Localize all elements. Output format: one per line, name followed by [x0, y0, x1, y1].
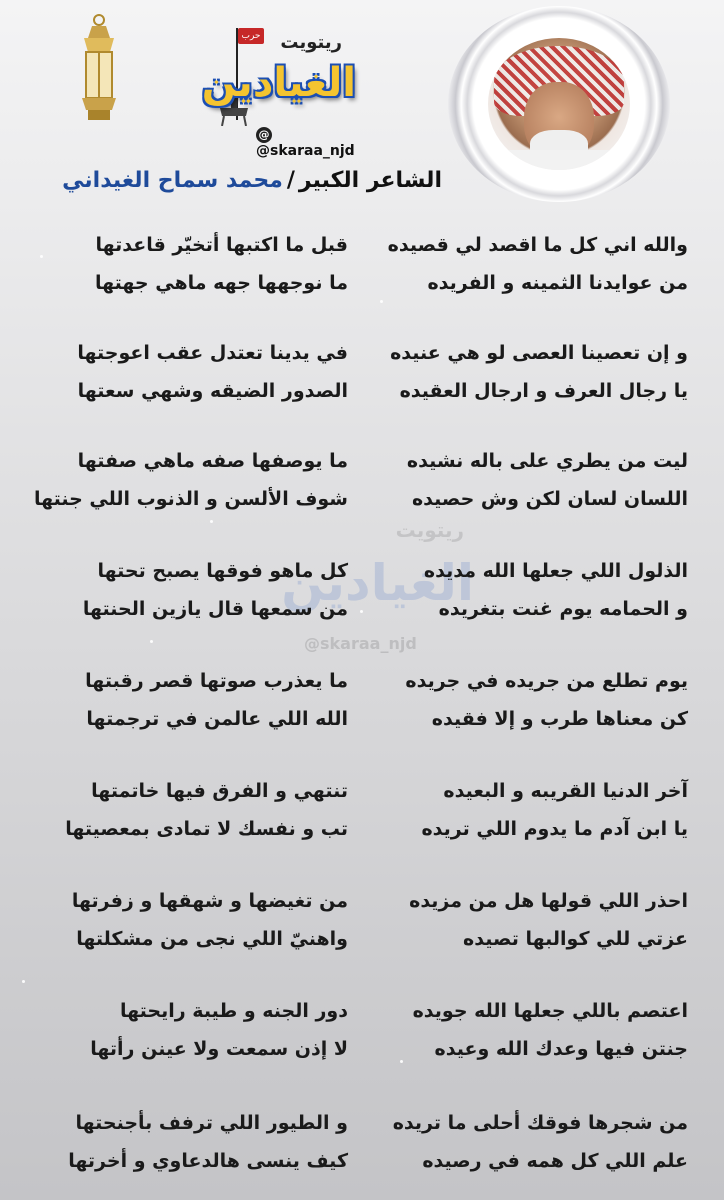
verse-line: آخر الدنيا القريبه و البعيده — [443, 780, 688, 802]
second-hemistich — [28, 1104, 348, 1180]
verse-line: يا ابن آدم ما يدوم اللي تريده — [421, 818, 688, 840]
header — [0, 0, 724, 215]
verse-line: في يدينا تعتدل عقب اعوجتها — [77, 342, 348, 364]
stanza — [0, 334, 724, 414]
sparkle — [22, 980, 25, 983]
verse-line: علم اللي كل همه في رصيده — [422, 1150, 688, 1172]
first-hemistich — [368, 882, 688, 958]
sparkle — [210, 520, 213, 523]
verse-line: ما يوصفها صفه ماهي صفتها — [77, 450, 348, 472]
second-hemistich — [28, 334, 348, 410]
verse-line: الله اللي عالمن في ترجمتها — [86, 708, 348, 730]
stanza — [0, 882, 724, 962]
sparkle — [360, 610, 363, 613]
verse-line: ما يعذرب صوتها قصر رقبتها — [85, 670, 348, 692]
sparkle — [380, 300, 383, 303]
verse-line: يا رجال العرف و ارجال العقيده — [399, 380, 688, 402]
verse-line: احذر اللي قولها هل من مزيده — [409, 890, 688, 912]
verse-line: و الطيور اللي ترفف بأجنحتها — [75, 1112, 348, 1134]
poet-photo — [488, 38, 630, 170]
verse-line: والله اني كل ما اقصد لي قصيده — [387, 234, 688, 256]
verse-line: من عوايدنا الثمينه و الفريده — [427, 272, 688, 294]
verse-line: تب و نفسك لا تمادى بمعصيتها — [65, 818, 348, 840]
verse-line: واهنيّ اللي نجى من مشكلتها — [76, 928, 348, 950]
second-hemistich — [28, 552, 348, 628]
verse-line: جنتن فيها وعدك الله وعيده — [434, 1038, 688, 1060]
poet-portrait — [448, 6, 670, 202]
sparkle — [40, 255, 43, 258]
verse-line: من تغيضها و شهقها و زفرتها — [71, 890, 348, 912]
verse-line: قبل ما اكتبها أتخيّر قاعدتها — [95, 234, 348, 256]
verse-line: لا إذن سمعت ولا عينن رأتها — [90, 1038, 348, 1060]
verse-line: عزتي للي كوالبها تصيده — [463, 928, 688, 950]
stanza — [0, 552, 724, 632]
verse-line: دور الجنه و طيبة رايحتها — [119, 1000, 348, 1022]
second-hemistich — [28, 992, 348, 1068]
verse-line: كن معناها طرب و إلا فقيده — [431, 708, 688, 730]
second-hemistich — [28, 442, 348, 518]
verse-line: يوم تطلع من جريده في جريده — [405, 670, 688, 692]
account-handle[interactable] — [256, 126, 360, 159]
first-hemistich — [368, 772, 688, 848]
first-hemistich — [368, 226, 688, 302]
verse-line: ليت من يطري على باله نشيده — [406, 450, 688, 472]
second-hemistich — [28, 226, 348, 302]
sparkle — [400, 1060, 403, 1063]
at-icon: @ — [256, 127, 272, 143]
verse-line: من سمعها قال يازين الحنتها — [82, 598, 348, 620]
stanza — [0, 442, 724, 522]
logo-retweet-text: ريتويت — [280, 32, 342, 53]
watermark-main: الغيادين — [281, 554, 474, 612]
brand-logo — [140, 26, 360, 159]
stanza — [0, 1104, 724, 1184]
verse-line: كل ماهو فوقها يصبح تحتها — [97, 560, 348, 582]
verse-line: تنتهي و الفرق فيها خاتمتها — [91, 780, 348, 802]
logo-main-text: الغيادين — [201, 60, 356, 106]
first-hemistich — [368, 662, 688, 738]
first-hemistich — [368, 334, 688, 410]
verse-line: اللسان لسان لكن وش حصيده — [411, 488, 688, 510]
first-hemistich — [368, 552, 688, 628]
verse-line: من شجرها فوقك أحلى ما تريده — [392, 1112, 688, 1134]
second-hemistich — [28, 662, 348, 738]
verse-line: كيف ينسى هالدعاوي و أخرتها — [68, 1150, 348, 1172]
verse-line: ما نوجهها جهه ماهي جهتها — [94, 272, 348, 294]
second-hemistich — [28, 772, 348, 848]
poet-name: محمد سماح الغيداني — [62, 168, 283, 193]
stanza — [0, 226, 724, 306]
stanza — [0, 662, 724, 742]
handle-text: @skaraa_njd — [256, 143, 355, 159]
lantern-icon — [70, 12, 128, 128]
second-hemistich — [28, 882, 348, 958]
first-hemistich — [368, 992, 688, 1068]
watermark-handle: @skaraa_njd — [304, 634, 417, 653]
stanza — [0, 992, 724, 1072]
verse-line: و الحمامه يوم غنت بتغريده — [438, 598, 688, 620]
verse-line: و إن تعصينا العصى لو هي عنيده — [390, 342, 688, 364]
verse-line: الذلول اللي جعلها الله مديده — [423, 560, 688, 582]
verse-line: الصدور الضيقه وشهي سعتها — [77, 380, 348, 402]
verse-line: شوف الألسن و الذنوب اللي جنتها — [33, 488, 348, 510]
poet-separator: / — [286, 168, 295, 193]
poet-prefix: الشاعر الكبير — [298, 168, 442, 193]
sparkle — [150, 640, 153, 643]
verse-line: اعتصم باللي جعلها الله جويده — [412, 1000, 688, 1022]
first-hemistich — [368, 442, 688, 518]
flag-badge: حرب — [238, 28, 264, 44]
first-hemistich — [368, 1104, 688, 1180]
poet-title — [62, 168, 442, 193]
stanza — [0, 772, 724, 852]
watermark-small: ريتويت — [395, 518, 464, 542]
